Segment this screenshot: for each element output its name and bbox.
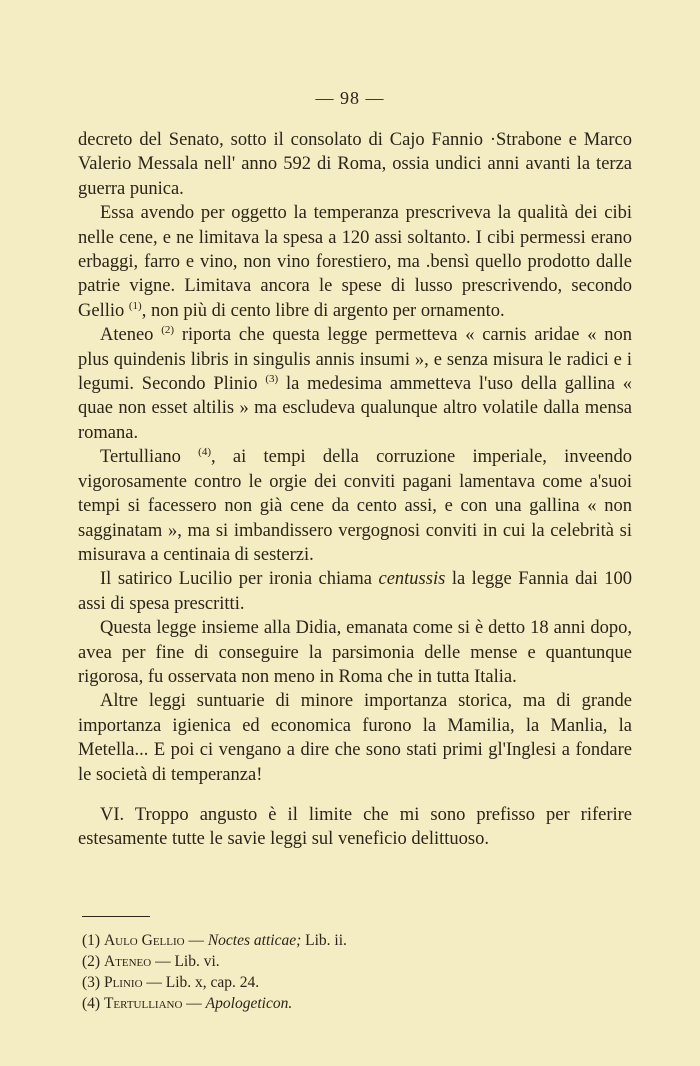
text-run: Questa legge insieme alla Didia, emanata come si è detto 18 anni dopo, avea per fine di conseguire la parsimonia delle mense e quantunque rigorosa, fu osservata non meno in Roma che in tutta Italia. <box>78 618 632 687</box>
footnote-dash: — <box>142 974 166 991</box>
footnote-reference: (2) <box>161 324 175 337</box>
text-run: riporta che questa legge permetteva « carnis aridae « non plus quindenis libris in singulis annis insumi », e senza misura le radici e i legumi. Secondo Plinio <box>78 325 632 395</box>
footnote-author: Ateneo <box>103 953 152 970</box>
paragraph <box>78 567 632 616</box>
italic-term: centussis <box>378 569 446 590</box>
footnote-work: Apologeticon. <box>205 995 293 1012</box>
footnote-author: Plinio <box>103 974 143 991</box>
footnote <box>82 993 622 1014</box>
footnote-number: (4) <box>82 995 101 1012</box>
footnote-reference-text: Lib. vi. <box>174 953 220 970</box>
paragraph <box>78 445 632 567</box>
footnote <box>82 930 622 951</box>
footnote-number: (1) <box>82 932 101 949</box>
footnote-reference: (4) <box>198 446 211 459</box>
paragraph <box>78 201 632 323</box>
text-run: decreto del Senato, sotto il consolato di Cajo Fannio ·Strabone e Marco Valerio Messala nell' anno 592 di Roma, ossia undici anni avanti la terza guerra punica. <box>78 130 632 199</box>
footnote-dash: — <box>151 953 175 970</box>
footnote-author: Aulo Gellio <box>103 932 185 949</box>
text-run: , ai tempi della corruzione imperiale, inveendo vigorosamente contro le orgie dei conviti pagani lamentava come a'suoi tempi si facessero non già cene da cento assi, e con una gallina « non sagginatam », ma si imbandissero vergognosi conviti in cui la celebrità si misurava a centinaia di sesterzi. <box>78 447 632 565</box>
footnote-reference: (1) <box>128 299 142 312</box>
text-run: , non più di cento libre di argento per ornamento. <box>141 300 505 321</box>
text-run: la medesima ammetteva l'uso della gallina « quae non esset altilis » ma escludeva qualunque altro volatile dalla mensa romana. <box>78 374 632 443</box>
text-run: Altre leggi suntuarie di minore importanza storica, ma di grande importanza igienica ed economica furono la Mamilia, la Manlia, la Metella... E poi ci vengano a dire che sono stati primi gl'Inglesi a fondare le società di temperanza! <box>78 691 632 785</box>
footnote-number: (3) <box>82 974 101 991</box>
footnote-author: Tertulliano <box>103 995 183 1012</box>
text-run: la legge Fannia dai 100 assi di spesa prescritti. <box>78 569 632 614</box>
footnote <box>82 951 622 972</box>
text-run: Ateneo <box>100 325 162 346</box>
footnote-number: (2) <box>82 953 101 970</box>
text-run: Il satirico Lucilio per ironia chiama <box>100 569 379 590</box>
footnote-work: Noctes atticae; <box>207 932 302 949</box>
paragraph <box>78 616 632 689</box>
text-run: Essa avendo per oggetto la temperanza prescriveva la qualità dei cibi nelle cene, e ne limitava la spesa a 120 assi soltanto. I cibi permessi erano erbaggi, farro e vino, non vino forestiero, ma .bensì quello prodotto dalle patrie vigne. Limitava ancora le spese di lusso prescrivendo, secondo Gellio <box>78 203 632 321</box>
paragraph <box>78 689 632 787</box>
footnote-reference-text: Lib. ii. <box>301 932 347 949</box>
footnote-divider <box>82 916 150 917</box>
footnote <box>82 972 622 993</box>
footnote-reference-text: Lib. x, cap. 24. <box>165 974 260 991</box>
body-text <box>78 128 632 852</box>
page-number: — 98 — <box>315 88 385 108</box>
text-run: VI. Troppo angusto è il limite che mi sono prefisso per riferire estesamente tutte le savie leggi sul veneficio delittuoso. <box>78 804 632 850</box>
footnote-reference: (3) <box>265 373 279 386</box>
paragraph <box>78 323 632 445</box>
paragraph <box>78 128 632 201</box>
text-run: Tertulliano <box>100 447 199 468</box>
section-paragraph <box>78 803 632 852</box>
footnote-dash: — <box>182 995 206 1012</box>
footnotes <box>82 930 622 1014</box>
footnote-dash: — <box>184 932 208 949</box>
